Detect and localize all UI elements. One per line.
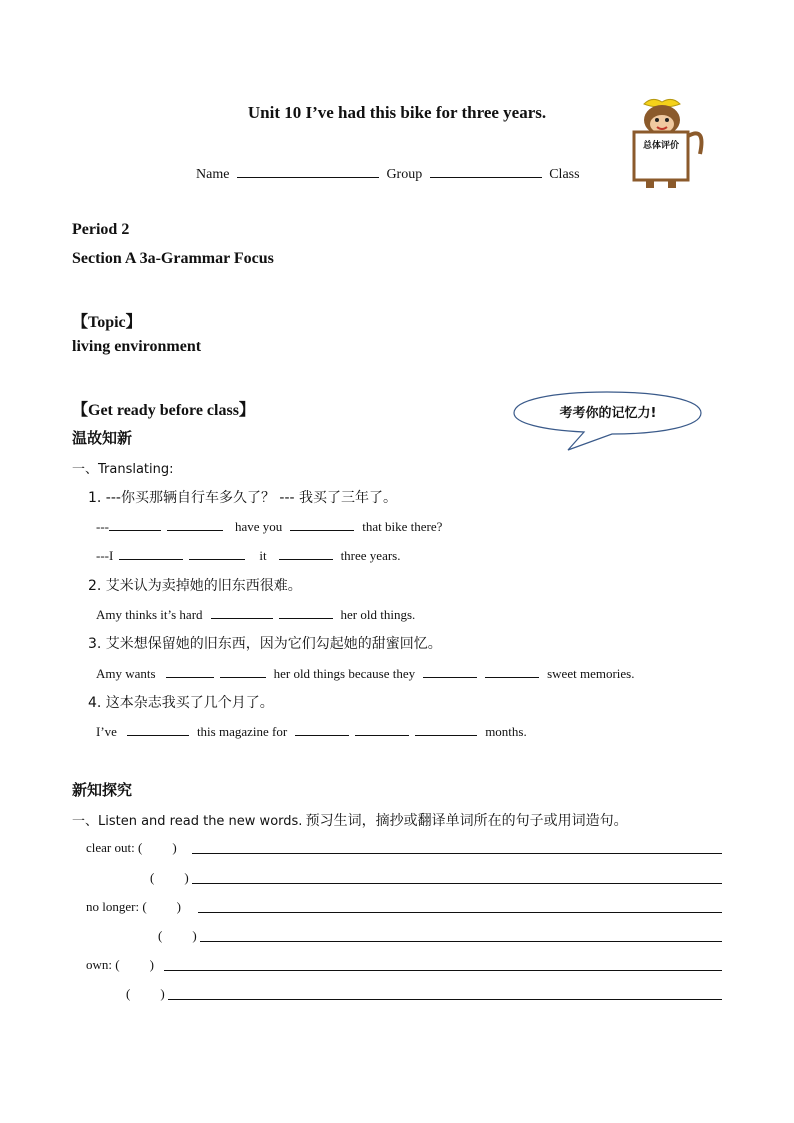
word-clear-out-2: ( )	[150, 870, 189, 885]
word-clear-out: clear out: ( )	[86, 840, 177, 855]
q4-chinese: 4. 这本杂志我买了几个月了。	[88, 695, 274, 711]
q3-english: Amy wants her old things because they sweet memories.	[96, 666, 635, 681]
answer-line[interactable]	[168, 999, 722, 1000]
word-own: own: ( )	[86, 957, 154, 972]
word-own-2: ( )	[126, 986, 165, 1001]
name-group-class-line	[196, 164, 580, 183]
answer-line[interactable]	[198, 912, 722, 913]
q1-line1: --- have you that bike there?	[96, 519, 443, 534]
q3-chinese: 3. 艾米想保留她的旧东西，因为它们勾起她的甜蜜回忆。	[88, 636, 442, 652]
q1-chinese: 1. ---你买那辆自行车多久了？ --- 我买了三年了。	[88, 490, 398, 506]
topic-value: living environment	[72, 338, 202, 355]
period-heading: Period 2	[72, 221, 130, 238]
new-task-label: 一、Listen and read the new words. 预习生词，摘抄或翻译单词所在的句子或用词造句。	[72, 813, 628, 829]
new-heading: 新知探究	[72, 781, 133, 799]
class-label: Class	[549, 167, 580, 182]
review-heading: 温故知新	[72, 429, 133, 447]
monkey-badge-icon	[622, 96, 708, 190]
bubble-text: 考考你的记忆力!	[559, 406, 657, 421]
q2-chinese: 2. 艾米认为卖掉她的旧东西很难。	[88, 578, 302, 594]
speech-bubble	[512, 388, 702, 452]
word-no-longer: no longer: ( )	[86, 899, 181, 914]
page-title: Unit 10 I’ve had this bike for three years.	[247, 103, 547, 122]
topic-heading: 【Topic】	[72, 314, 142, 331]
q2-english: Amy thinks it’s hard her old things.	[96, 607, 416, 622]
name-label: Name	[196, 167, 230, 182]
translating-label: 一、Translating:	[72, 462, 174, 477]
group-field[interactable]	[430, 164, 542, 178]
section-heading: Section A 3a-Grammar Focus	[72, 250, 274, 267]
group-label: Group	[386, 167, 423, 182]
ready-heading: 【Get ready before class】	[72, 402, 255, 419]
word-no-longer-2: ( )	[158, 928, 197, 943]
answer-line[interactable]	[192, 853, 722, 854]
q1-line2: ---I it three years.	[96, 548, 401, 563]
answer-line[interactable]	[200, 941, 722, 942]
answer-line[interactable]	[164, 970, 722, 971]
q4-english: I’ve this magazine for months.	[96, 724, 527, 739]
badge-text: 总体评价	[642, 141, 680, 151]
answer-line[interactable]	[192, 883, 722, 884]
name-field[interactable]	[237, 164, 379, 178]
